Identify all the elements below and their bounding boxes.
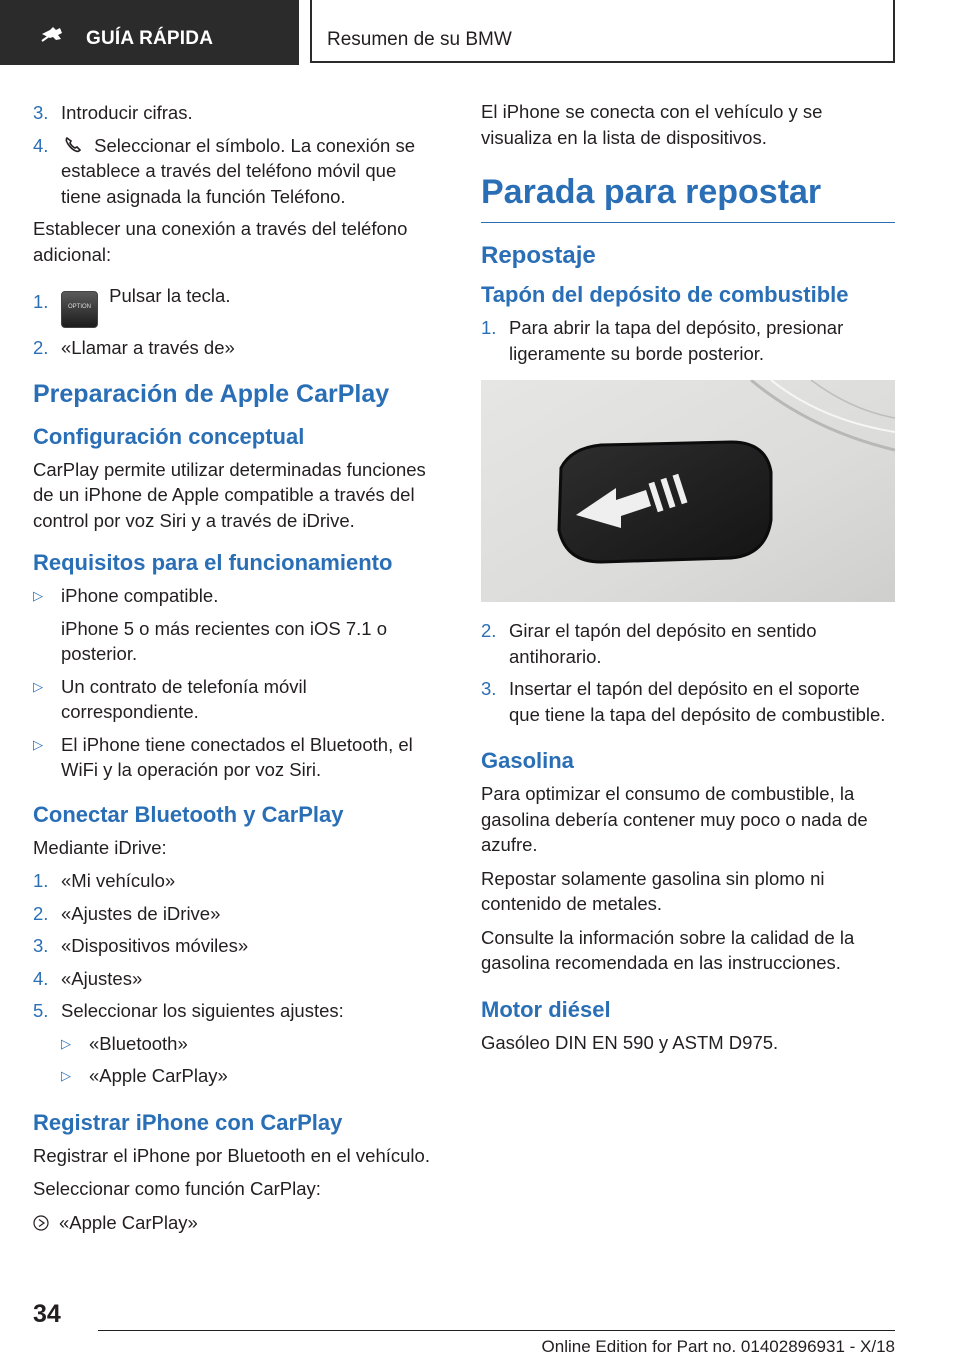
bullet-item: [33, 583, 438, 609]
carplay-option: [33, 1210, 438, 1236]
triangle-bullet-icon: ▷: [33, 736, 43, 752]
section-heading: Preparación de Apple CarPlay: [33, 379, 390, 408]
subheading: Requisitos para el funcionamiento: [33, 550, 393, 575]
list-number: 2.: [481, 620, 497, 641]
bullet-item: [33, 674, 438, 725]
list-item: [33, 901, 438, 927]
list-text: «Ajustes de iDrive»: [61, 902, 221, 924]
phone-handset-icon: [63, 135, 83, 155]
subheading: Gasolina: [481, 748, 574, 773]
list-number: 1.: [33, 291, 49, 312]
list-text: Seleccionar el símbolo. La conexión se establece a través del teléfono móvil que tiene asignada la función Teléfono.: [61, 134, 415, 207]
list-text: «Mi vehículo»: [61, 870, 176, 891]
section-tab-label: Resumen de su BMW: [327, 29, 512, 50]
list-number: 1.: [481, 317, 497, 338]
triangle-bullet-icon: ▷: [61, 1068, 71, 1083]
list-number: 3.: [33, 102, 49, 123]
paragraph: Mediante iDrive:: [33, 836, 167, 858]
list-number: 3.: [481, 678, 497, 699]
list-item: [33, 335, 438, 361]
list-text: Un contrato de telefonía móvil correspondiente.: [61, 675, 307, 722]
page-number: 34: [33, 1300, 61, 1328]
sub-bullet-item: [33, 1031, 438, 1057]
heading: Repostaje: [481, 242, 596, 269]
list-text: «Apple CarPlay»: [89, 1065, 228, 1086]
list-text: «Dispositivos móviles»: [61, 935, 249, 956]
footer-edition: Online Edition for Part no. 01402896931 - X/18: [541, 1337, 895, 1356]
list-text: iPhone compatible.: [61, 585, 219, 606]
option-text: «Apple CarPlay»: [59, 1211, 198, 1233]
list-text: El iPhone tiene conectados el Bluetooth, el WiFi y la operación por voz Siri.: [61, 733, 413, 780]
quick-guide-label: GUÍA RÁPIDA: [86, 28, 214, 49]
pushpin-icon: [40, 25, 66, 43]
subheading: Motor diésel: [481, 996, 611, 1022]
subheading: Conectar Bluetooth y CarPlay: [33, 801, 344, 827]
triangle-bullet-icon: ▷: [33, 678, 43, 694]
list-item: [481, 315, 895, 366]
list-text: Seleccionar los siguientes ajustes:: [61, 1000, 344, 1021]
list-item: [33, 868, 438, 894]
paragraph: Consulte la información sobre la calidad de la gasolina recomendada en las instrucciones.: [481, 926, 855, 973]
list-number: 3.: [33, 935, 49, 956]
list-number: 2.: [33, 902, 49, 924]
list-text: Insertar el tapón del depósito en el soporte que tiene la tapa del depósito de combustible.: [509, 678, 886, 725]
section-heading: Parada para repostar: [481, 172, 895, 223]
list-item: [33, 100, 438, 126]
page-header: [0, 0, 960, 66]
paragraph: Registrar el iPhone por Bluetooth en el vehículo.: [33, 1144, 430, 1166]
list-number: 5.: [33, 1000, 49, 1021]
paragraph: Para optimizar el consumo de combustible, la gasolina debería contener muy poco o nada de azufre.: [481, 783, 868, 855]
option-key-icon: OPTION: [61, 291, 98, 328]
footer-divider: [98, 1330, 895, 1331]
sub-bullet-item: [33, 1063, 438, 1089]
triangle-bullet-icon: ▷: [33, 588, 43, 603]
paragraph: CarPlay permite utilizar determinadas funciones de un iPhone de Apple compatible a través del control por voz Siri y a través de iDrive.: [33, 458, 426, 531]
list-text: Pulsar la tecla.: [109, 285, 231, 306]
paragraph: El iPhone se conecta con el vehículo y se visualiza en la lista de dispositivos.: [481, 101, 823, 148]
list-text: Para abrir la tapa del depósito, presionar ligeramente su borde posterior.: [509, 317, 844, 364]
bullet-item: [33, 732, 438, 783]
paragraph: Gasóleo DIN EN 590 y ASTM D975.: [481, 1031, 779, 1053]
list-item: [33, 283, 438, 328]
bullet-note: iPhone 5 o más recientes con iOS 7.1 o posterior.: [61, 617, 387, 664]
paragraph: Establecer una conexión a través del teléfono adicional:: [33, 218, 408, 265]
fuel-filler-flap-image: [481, 380, 895, 602]
list-item: [33, 998, 438, 1024]
list-item: [33, 966, 438, 992]
play-circle-icon: [33, 1215, 49, 1231]
list-item: [481, 676, 895, 727]
paragraph: Seleccionar como función CarPlay:: [33, 1178, 321, 1199]
subheading: Configuración conceptual: [33, 423, 305, 449]
list-number: 2.: [33, 337, 49, 358]
list-number: 4.: [33, 967, 49, 989]
triangle-bullet-icon: ▷: [61, 1035, 71, 1051]
right-column: [481, 99, 895, 1063]
left-column: [33, 100, 438, 1243]
subheading: Tapón del depósito de combustible: [481, 282, 849, 307]
list-text: «Ajustes»: [61, 967, 143, 989]
list-text: «Bluetooth»: [89, 1032, 188, 1054]
list-text: Introducir cifras.: [61, 102, 193, 123]
quick-guide-tab[interactable]: [0, 0, 299, 65]
list-number: 1.: [33, 870, 49, 891]
subheading: Registrar iPhone con CarPlay: [33, 1109, 343, 1135]
list-text: Girar el tapón del depósito en sentido antihorario.: [509, 620, 817, 667]
paragraph: Repostar solamente gasolina sin plomo ni contenido de metales.: [481, 867, 825, 914]
list-item: [33, 933, 438, 959]
section-tab[interactable]: [310, 0, 895, 63]
list-item: [481, 618, 895, 669]
list-item: [33, 133, 438, 210]
list-text: «Llamar a través de»: [61, 337, 235, 358]
list-number: 4.: [33, 134, 49, 156]
